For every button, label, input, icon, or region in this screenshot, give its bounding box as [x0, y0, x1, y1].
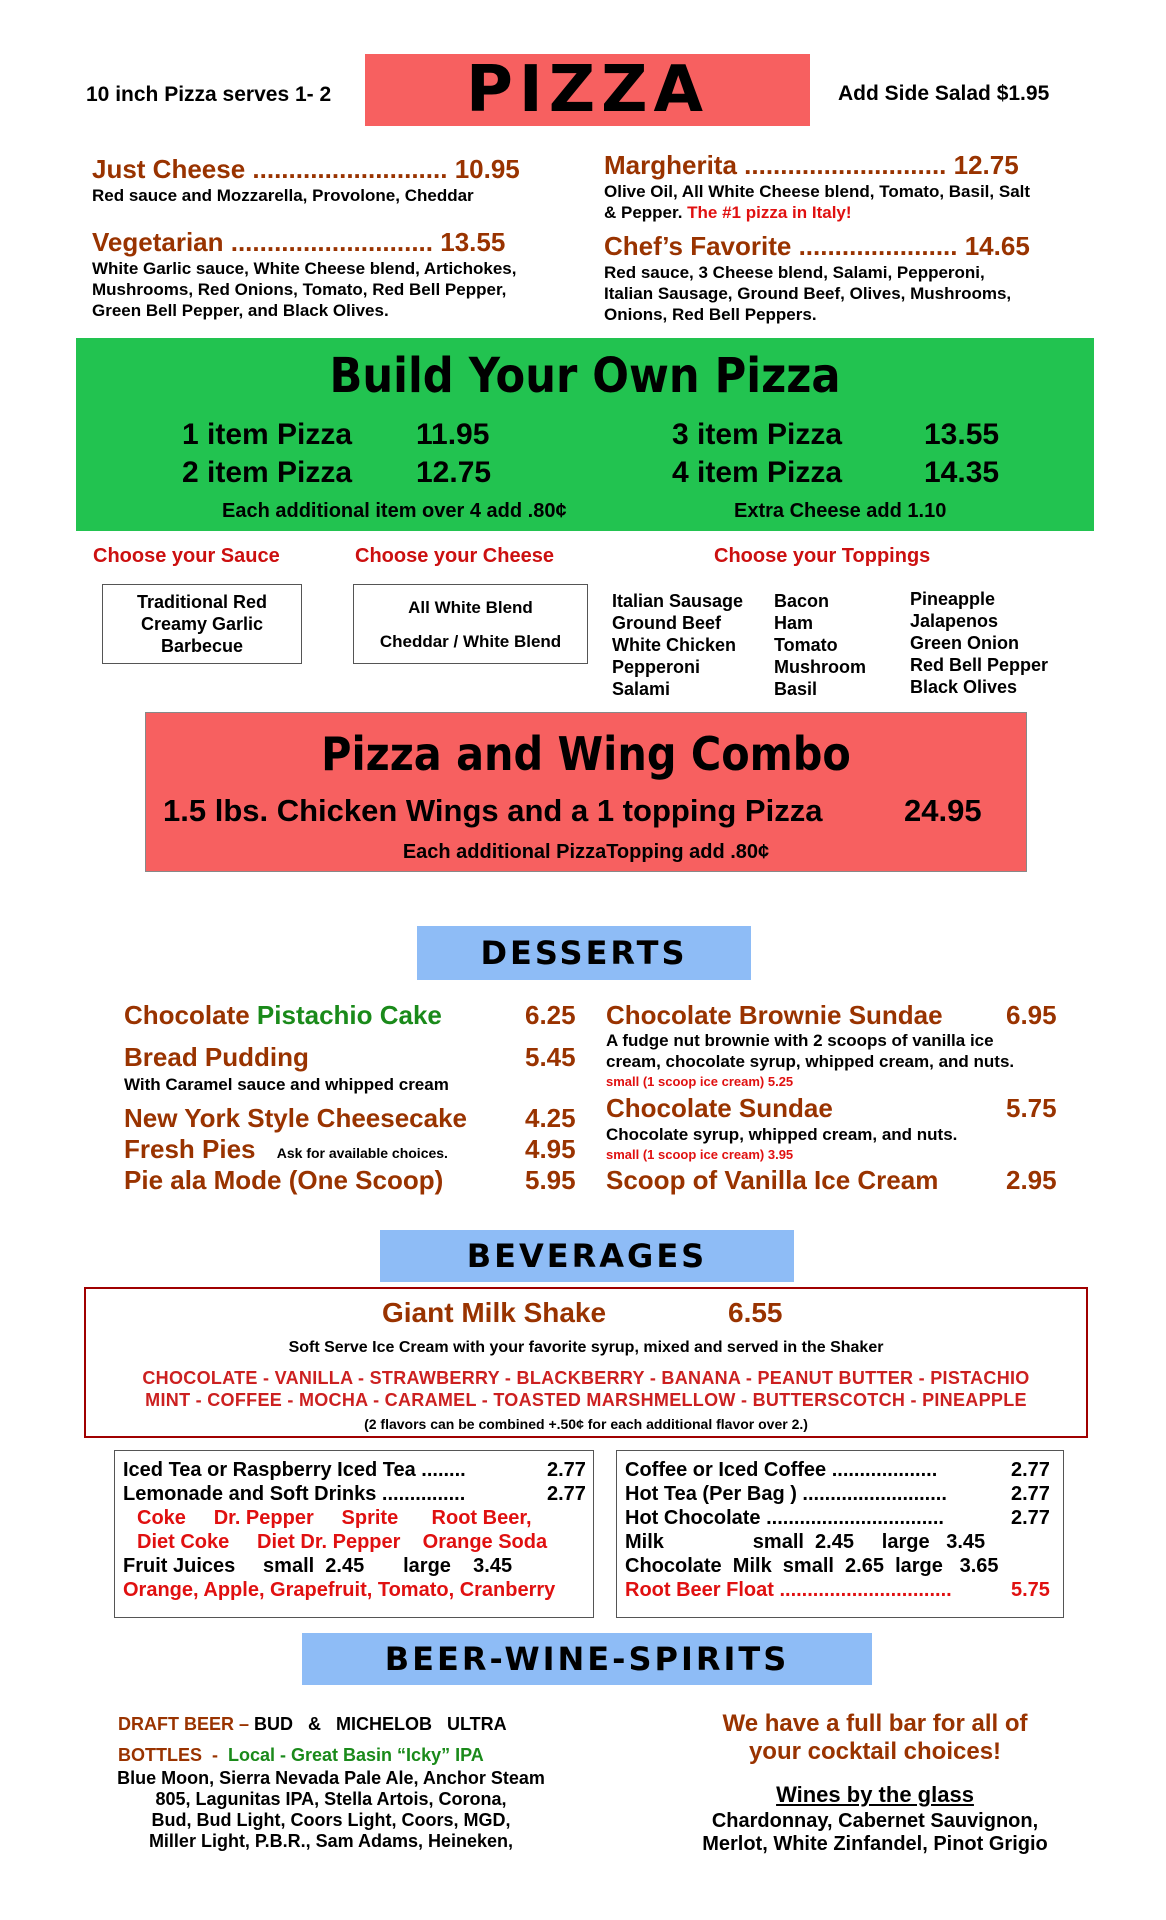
topping-item: Jalapenos [910, 611, 999, 631]
bev-price: 2.77 [1011, 1483, 1050, 1505]
item-desc: Italian Sausage, Ground Beef, Olives, Mushrooms, [604, 284, 1012, 303]
brownie-desc: A fudge nut brownie with 2 scoops of vanilla ice [606, 1031, 994, 1050]
byo-additional-note: Each additional item over 4 add .80¢ [222, 500, 567, 522]
bottles-label: BOTTLES - [118, 1745, 218, 1765]
byo-1-item-label: 1 item Pizza [182, 418, 353, 451]
bottles-list-line: Bud, Bud Light, Coors Light, Coors, MGD, [151, 1810, 511, 1830]
item-price: 12.75 [953, 150, 1019, 180]
topping-item: Pineapple [910, 589, 996, 609]
beverages-banner: BEVERAGES [380, 1230, 794, 1282]
dessert-bread-pudding: Bread Pudding [124, 1042, 309, 1072]
menu-item-chefs-favorite: Chef’s Favorite ...................... 14.65 Red sauce, 3 Cheese blend, Salami, Pepperoni, Italian Sausage, Ground Beef, Olives, Mushrooms, Onions, Red Bell Peppers. [604, 231, 1114, 325]
bev-hot-chocolate: Hot Chocolate ................................ [625, 1507, 944, 1529]
cheese-option: Cheddar / White Blend [379, 632, 562, 651]
sauce-box [102, 584, 302, 664]
item-price: 13.55 [440, 227, 506, 257]
byo-title: Build Your Own Pizza [329, 348, 841, 404]
bev-price: 2.77 [1011, 1459, 1050, 1481]
sauce-option: Barbecue [160, 636, 244, 656]
bev-juice-types: Orange, Apple, Grapefruit, Tomato, Cranberry [123, 1579, 556, 1601]
dessert-price: 4.25 [525, 1103, 576, 1133]
dessert-price: 4.95 [525, 1134, 576, 1164]
bev-hot-tea: Hot Tea (Per Bag ) .......................... [625, 1483, 947, 1505]
byo-3-item-price: 13.55 [924, 418, 1000, 451]
side-salad-note: Add Side Salad $1.95 [838, 82, 1050, 105]
bev-sodas-line-1: Coke Dr. Pepper Sprite Root Beer, [137, 1507, 532, 1529]
brownie-desc: cream, chocolate syrup, whipped cream, and nuts. [606, 1052, 1015, 1071]
combo-line: 1.5 lbs. Chicken Wings and a 1 topping Pizza [163, 793, 823, 828]
bev-sodas-line-2: Diet Coke Diet Dr. Pepper Orange Soda [137, 1531, 548, 1553]
bev-iced-tea: Iced Tea or Raspberry Iced Tea ........ [123, 1459, 466, 1481]
dessert-pie-ala-mode: Pie ala Mode (One Scoop) [124, 1165, 444, 1195]
dessert-name-pistachio: Pistachio Cake [256, 1000, 442, 1030]
choc-sundae-small-price: small (1 scoop ice cream) 3.95 [606, 1147, 794, 1162]
bottles-list [76, 1768, 586, 1852]
dessert-fresh-pies [124, 1134, 448, 1165]
item-desc: Green Bell Pepper, and Black Olives. [92, 301, 389, 320]
dessert-cheesecake: New York Style Cheesecake [124, 1103, 468, 1133]
dessert-price: 6.95 [1006, 1000, 1057, 1030]
brownie-small-price: small (1 scoop ice cream) 5.25 [606, 1074, 794, 1089]
byo-2-item-price: 12.75 [416, 456, 492, 489]
choose-cheese-label: Choose your Cheese [355, 545, 554, 567]
cheese-box [353, 584, 588, 664]
cheese-option: All White Blend [408, 598, 533, 617]
byo-1-item-price: 11.95 [416, 418, 490, 451]
menu-item-vegetarian: Vegetarian ............................ 13.55 White Garlic sauce, White Cheese blend, Artichokes, Mushrooms, Red Onions, Tomato, Red Bell Pepper, Green Bell Pepper, and Black Olives. [92, 227, 582, 321]
byo-extra-cheese-note: Extra Cheese add 1.10 [734, 500, 947, 522]
toppings-column-1 [612, 590, 743, 700]
item-desc: Red sauce, 3 Cheese blend, Salami, Pepperoni, [604, 263, 985, 282]
bev-milk: Milk small 2.45 large 3.45 [625, 1531, 986, 1553]
item-price: 10.95 [454, 154, 520, 184]
item-desc: & Pepper. [604, 203, 683, 222]
full-bar-line-1: We have a full bar for all of [722, 1710, 1028, 1737]
combo-note: Each additional PizzaTopping add .80¢ [402, 841, 770, 863]
dessert-chocolate-pistachio [124, 1000, 442, 1031]
wines-list [640, 1810, 1110, 1856]
dessert-price: 6.25 [525, 1000, 576, 1030]
bev-price: 2.77 [547, 1483, 586, 1505]
menu-item-just-cheese: Just Cheese ........................... 10.95 Red sauce and Mozzarella, Provolone, Cheddar [92, 154, 572, 206]
bev-coffee: Coffee or Iced Coffee ................... [625, 1459, 938, 1481]
bev-price: 2.77 [547, 1459, 586, 1481]
shake-flavors-note: (2 flavors can be combined +.50¢ for each additional flavor over 2.) [364, 1416, 808, 1432]
combo-price: 24.95 [904, 793, 982, 828]
draft-beer-line [118, 1714, 507, 1735]
dessert-name: Chocolate [124, 1000, 250, 1030]
dessert-vanilla-scoop: Scoop of Vanilla Ice Cream [606, 1165, 939, 1195]
topping-item: Ground Beef [612, 613, 722, 633]
toppings-column-3 [910, 588, 1048, 698]
page-title: PIZZA [465, 53, 710, 127]
topping-item: Tomato [774, 635, 838, 655]
dessert-price: 5.95 [525, 1165, 576, 1195]
item-desc: Red sauce and Mozzarella, Provolone, Cheddar [92, 186, 474, 205]
build-your-own-section [76, 338, 1094, 531]
bottles-list-line: Blue Moon, Sierra Nevada Pale Ale, Anchor Steam [117, 1768, 545, 1788]
bev-lemonade: Lemonade and Soft Drinks ............... [123, 1483, 466, 1505]
topping-item: Bacon [774, 591, 830, 611]
item-desc: Mushrooms, Red Onions, Tomato, Red Bell Pepper, [92, 280, 507, 299]
pizza-wing-combo-section [145, 712, 1027, 872]
topping-item: Green Onion [910, 633, 1020, 653]
dessert-price: 2.95 [1006, 1165, 1057, 1195]
dessert-price: 5.45 [525, 1042, 576, 1072]
item-desc: White Garlic sauce, White Cheese blend, Artichokes, [92, 259, 517, 278]
beverages-left-box [114, 1450, 594, 1618]
draft-beer-list: BUD & MICHELOB ULTRA [249, 1714, 507, 1734]
topping-item: Ham [774, 613, 814, 633]
bws-banner: BEER-WINE-SPIRITS [302, 1633, 872, 1685]
sauce-option: Traditional Red [136, 592, 268, 612]
shake-flavors-line-1: CHOCOLATE - VANILLA - STRAWBERRY - BLACKBERRY - BANANA - PEANUT BUTTER - PISTACHIO [142, 1368, 1030, 1388]
draft-beer-label: DRAFT BEER – [118, 1714, 250, 1734]
shake-desc: Soft Serve Ice Cream with your favorite syrup, mixed and served in the Shaker [288, 1339, 884, 1356]
dessert-chocolate-sundae: Chocolate Sundae [606, 1093, 833, 1123]
italy-highlight: The #1 pizza in Italy! [687, 203, 852, 222]
item-name: Just Cheese [92, 154, 246, 184]
item-name: Margherita [604, 150, 737, 180]
topping-item: Pepperoni [612, 657, 701, 677]
shake-price: 6.55 [728, 1297, 783, 1328]
bev-price: 2.77 [1011, 1507, 1050, 1529]
topping-item: White Chicken [612, 635, 737, 655]
combo-title: Pizza and Wing Combo [321, 727, 851, 781]
topping-item: Salami [612, 679, 671, 699]
wines-line-1: Chardonnay, Cabernet Sauvignon, [711, 1810, 1039, 1832]
shake-flavors-line-2: MINT - COFFEE - MOCHA - CARAMEL - TOASTED MARSHMELLOW - BUTTERSCOTCH - PINEAPPLE [145, 1390, 1027, 1410]
bottles-line [118, 1745, 484, 1766]
item-desc: Onions, Red Bell Peppers. [604, 305, 817, 324]
byo-4-item-label: 4 item Pizza [672, 456, 843, 489]
choc-sundae-desc: Chocolate syrup, whipped cream, and nuts. [606, 1125, 958, 1144]
bev-juices: Fruit Juices small 2.45 large 3.45 [123, 1555, 513, 1577]
item-desc: Olive Oil, All White Cheese blend, Tomato, Basil, Salt [604, 182, 1031, 201]
wines-title: Wines by the glass [776, 1782, 974, 1807]
bread-pudding-desc: With Caramel sauce and whipped cream [124, 1075, 449, 1094]
pizza-title-banner [365, 54, 810, 126]
bottles-list-line: 805, Lagunitas IPA, Stella Artois, Corona, [155, 1789, 507, 1809]
desserts-banner: DESSERTS [417, 926, 751, 980]
byo-4-item-price: 14.35 [924, 456, 1000, 489]
bottles-local: Local - Great Basin “Icky” IPA [218, 1745, 484, 1765]
byo-2-item-label: 2 item Pizza [182, 456, 353, 489]
choose-sauce-label: Choose your Sauce [93, 545, 280, 567]
bev-price: 5.75 [1011, 1579, 1050, 1601]
topping-item: Mushroom [774, 657, 866, 677]
dessert-brownie-sundae: Chocolate Brownie Sundae [606, 1000, 943, 1030]
bev-chocolate-milk: Chocolate Milk small 2.65 large 3.65 [625, 1555, 999, 1577]
dessert-price: 5.75 [1006, 1093, 1057, 1123]
full-bar-line-2: your cocktail choices! [748, 1738, 1002, 1765]
item-name: Vegetarian [92, 227, 224, 257]
serves-note: 10 inch Pizza serves 1- 2 [86, 83, 332, 106]
bottles-list-line: Miller Light, P.B.R., Sam Adams, Heineken, [148, 1831, 514, 1851]
item-price: 14.65 [964, 231, 1030, 261]
topping-item: Black Olives [910, 677, 1018, 697]
wines-line-2: Merlot, White Zinfandel, Pinot Grigio [702, 1833, 1048, 1855]
sauce-option: Creamy Garlic [140, 614, 264, 634]
fresh-pies-note: Ask for available choices. [276, 1145, 448, 1161]
topping-item: Italian Sausage [612, 591, 744, 611]
byo-3-item-label: 3 item Pizza [672, 418, 843, 451]
topping-item: Red Bell Pepper [910, 655, 1049, 675]
dessert-name: Fresh Pies [124, 1134, 256, 1164]
milk-shake-box [84, 1287, 1088, 1438]
item-name: Chef’s Favorite [604, 231, 792, 261]
beverages-right-box [616, 1450, 1064, 1618]
shake-name: Giant Milk Shake [382, 1297, 607, 1328]
menu-item-margherita: Margherita ............................ 12.75 Olive Oil, All White Cheese blend, Tomato, Basil, Salt & Pepper. The #1 pizza in Italy! [604, 150, 1114, 223]
bev-root-beer-float: Root Beer Float ............................... [625, 1579, 952, 1601]
toppings-column-2 [774, 590, 866, 700]
topping-item: Basil [774, 679, 818, 699]
full-bar-note [640, 1710, 1110, 1766]
choose-toppings-label: Choose your Toppings [714, 545, 931, 567]
